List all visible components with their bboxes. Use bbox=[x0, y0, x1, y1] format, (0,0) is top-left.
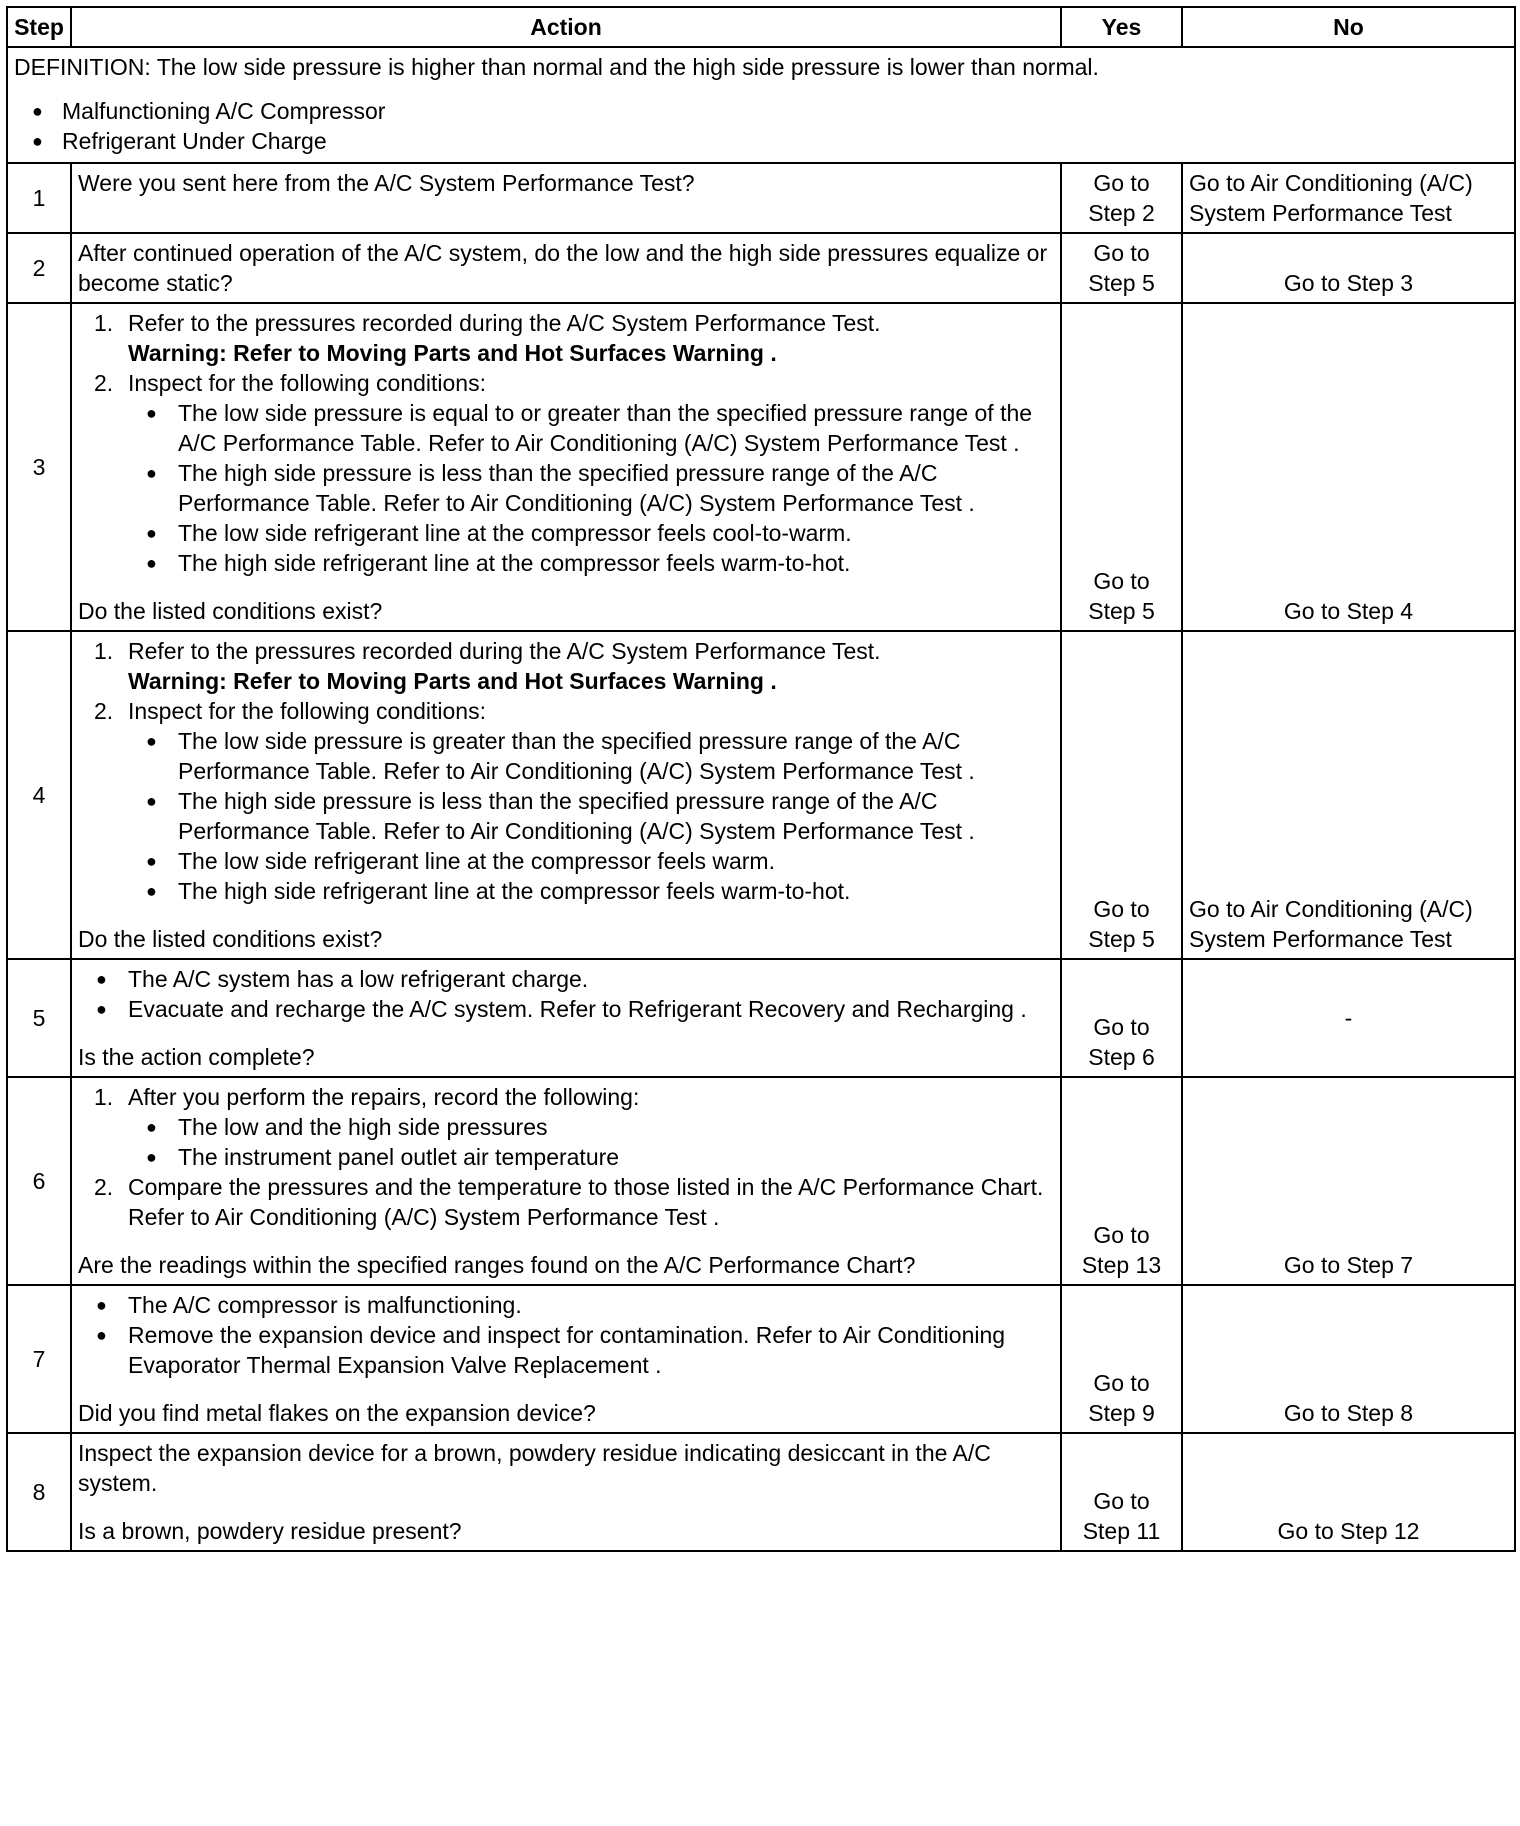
list-item: ● The high side refrigerant line at the compressor feels warm-to-hot. bbox=[128, 548, 1054, 578]
list-item: 1. Refer to the pressures recorded during the A/C System Performance Test. Warning: Refer to Moving Parts and Hot Surfaces Warning . bbox=[78, 636, 1054, 696]
list-item: ● The instrument panel outlet air temperature bbox=[128, 1142, 1054, 1172]
list-item: ● The high side pressure is less than the specified pressure range of the A/C Performance Table. Refer to Air Conditioning (A/C) System Performance Test . bbox=[128, 458, 1054, 518]
yes-cell: Go to Step 11 bbox=[1061, 1433, 1182, 1551]
yes-cell: Go to Step 2 bbox=[1061, 163, 1182, 233]
header-yes: Yes bbox=[1061, 7, 1182, 47]
definition-row bbox=[7, 47, 1515, 163]
list-item: 1. After you perform the repairs, record the following: ● The low and the high side pressures ● The instrument panel outlet air temperature bbox=[78, 1082, 1054, 1172]
warning-text: Warning: Refer to Moving Parts and Hot Surfaces Warning . bbox=[128, 340, 777, 366]
yes-cell: Go to Step 5 bbox=[1061, 233, 1182, 303]
table-row bbox=[7, 1285, 1515, 1433]
no-cell: Go to Air Conditioning (A/C) System Performance Test bbox=[1182, 163, 1515, 233]
action-text: Inspect the expansion device for a brown, powdery residue indicating desiccant in the A/C system. bbox=[78, 1440, 991, 1496]
question-text: Are the readings within the specified ranges found on the A/C Performance Chart? bbox=[78, 1252, 916, 1278]
action-cell bbox=[71, 631, 1061, 959]
list-item: ● The A/C compressor is malfunctioning. bbox=[78, 1290, 1054, 1320]
definition-list bbox=[14, 96, 1508, 156]
table-row bbox=[7, 233, 1515, 303]
list-item: 1. Refer to the pressures recorded during the A/C System Performance Test. Warning: Refer to Moving Parts and Hot Surfaces Warning . bbox=[78, 308, 1054, 368]
table-row bbox=[7, 163, 1515, 233]
list-item: ● The low side pressure is greater than the specified pressure range of the A/C Performance Table. Refer to Air Conditioning (A/C) System Performance Test . bbox=[128, 726, 1054, 786]
question-text: Is the action complete? bbox=[78, 1044, 315, 1070]
table-row bbox=[7, 631, 1515, 959]
action-cell bbox=[71, 303, 1061, 631]
table-row bbox=[7, 1433, 1515, 1551]
question-text: Did you find metal flakes on the expansion device? bbox=[78, 1400, 596, 1426]
question-text: Is a brown, powdery residue present? bbox=[78, 1518, 462, 1544]
action-cell: Were you sent here from the A/C System Performance Test? bbox=[71, 163, 1061, 233]
list-item: ● The high side pressure is less than the specified pressure range of the A/C Performance Table. Refer to Air Conditioning (A/C) System Performance Test . bbox=[128, 786, 1054, 846]
yes-cell: Go to Step 6 bbox=[1061, 959, 1182, 1077]
list-item: ● Malfunctioning A/C Compressor bbox=[14, 96, 1508, 126]
list-item: ● The A/C system has a low refrigerant charge. bbox=[78, 964, 1054, 994]
question-text: Do the listed conditions exist? bbox=[78, 598, 383, 624]
list-item: ● The high side refrigerant line at the compressor feels warm-to-hot. bbox=[128, 876, 1054, 906]
table-row bbox=[7, 1077, 1515, 1285]
yes-cell: Go to Step 13 bbox=[1061, 1077, 1182, 1285]
step-number: 3 bbox=[7, 303, 71, 631]
action-cell bbox=[71, 1285, 1061, 1433]
no-cell: Go to Step 8 bbox=[1182, 1285, 1515, 1433]
list-item: ● Evacuate and recharge the A/C system. Refer to Refrigerant Recovery and Recharging . bbox=[78, 994, 1054, 1024]
list-item: ● The low and the high side pressures bbox=[128, 1112, 1054, 1142]
question-text: Do the listed conditions exist? bbox=[78, 926, 383, 952]
yes-cell: Go to Step 5 bbox=[1061, 303, 1182, 631]
definition-text: DEFINITION: The low side pressure is higher than normal and the high side pressure is lower than normal. bbox=[14, 54, 1099, 80]
step-number: 7 bbox=[7, 1285, 71, 1433]
list-item: 2. Inspect for the following conditions: ● The low side pressure is greater than the specified pressure range of the A/C Performance Table. Refer to Air Conditioning (A/C) System Performance Test . ● The high side pressure is less than the specified pressure range of the A/C Performance Table. Refer to Air Conditioning (A/C) System Performance Test . ● The low side refrigerant line at the compressor feels warm. ● The high side refrigerant line at the compressor feels warm-to-hot. bbox=[78, 696, 1054, 906]
step-number: 8 bbox=[7, 1433, 71, 1551]
list-item: ● The low side refrigerant line at the compressor feels warm. bbox=[128, 846, 1054, 876]
list-item: ● The low side refrigerant line at the compressor feels cool-to-warm. bbox=[128, 518, 1054, 548]
no-cell: Go to Step 4 bbox=[1182, 303, 1515, 631]
list-item: 2. Inspect for the following conditions: ● The low side pressure is equal to or greater than the specified pressure range of the A/C Performance Table. Refer to Air Conditioning (A/C) System Performance Test . ● The high side pressure is less than the specified pressure range of the A/C Performance Table. Refer to Air Conditioning (A/C) System Performance Test . ● The low side refrigerant line at the compressor feels cool-to-warm. ● The high side refrigerant line at the compressor feels warm-to-hot. bbox=[78, 368, 1054, 578]
no-cell: Go to Step 12 bbox=[1182, 1433, 1515, 1551]
action-cell bbox=[71, 959, 1061, 1077]
no-cell: Go to Step 3 bbox=[1182, 233, 1515, 303]
list-item: ● Remove the expansion device and inspect for contamination. Refer to Air Conditioning Evaporator Thermal Expansion Valve Replacement . bbox=[78, 1320, 1054, 1380]
table-row bbox=[7, 303, 1515, 631]
action-cell: After continued operation of the A/C system, do the low and the high side pressures equalize or become static? bbox=[71, 233, 1061, 303]
step-number: 5 bbox=[7, 959, 71, 1077]
list-item: ● The low side pressure is equal to or greater than the specified pressure range of the A/C Performance Table. Refer to Air Conditioning (A/C) System Performance Test . bbox=[128, 398, 1054, 458]
step-number: 6 bbox=[7, 1077, 71, 1285]
yes-cell: Go to Step 5 bbox=[1061, 631, 1182, 959]
list-item: 2. Compare the pressures and the temperature to those listed in the A/C Performance Chart. Refer to Air Conditioning (A/C) System Performance Test . bbox=[94, 1174, 1044, 1230]
step-number: 2 bbox=[7, 233, 71, 303]
action-cell bbox=[71, 1433, 1061, 1551]
warning-text: Warning: Refer to Moving Parts and Hot Surfaces Warning . bbox=[128, 668, 777, 694]
header-no: No bbox=[1182, 7, 1515, 47]
header-action: Action bbox=[71, 7, 1061, 47]
action-cell bbox=[71, 1077, 1061, 1285]
step-number: 4 bbox=[7, 631, 71, 959]
step-number: 1 bbox=[7, 163, 71, 233]
header-step: Step bbox=[7, 7, 71, 47]
no-cell: Go to Step 7 bbox=[1182, 1077, 1515, 1285]
list-item: ● Refrigerant Under Charge bbox=[14, 126, 1508, 156]
no-cell: - bbox=[1182, 959, 1515, 1077]
table-row bbox=[7, 959, 1515, 1077]
no-cell: Go to Air Conditioning (A/C) System Performance Test bbox=[1182, 631, 1515, 959]
header-row bbox=[7, 7, 1515, 47]
diagnostic-table bbox=[6, 6, 1516, 1552]
yes-cell: Go to Step 9 bbox=[1061, 1285, 1182, 1433]
